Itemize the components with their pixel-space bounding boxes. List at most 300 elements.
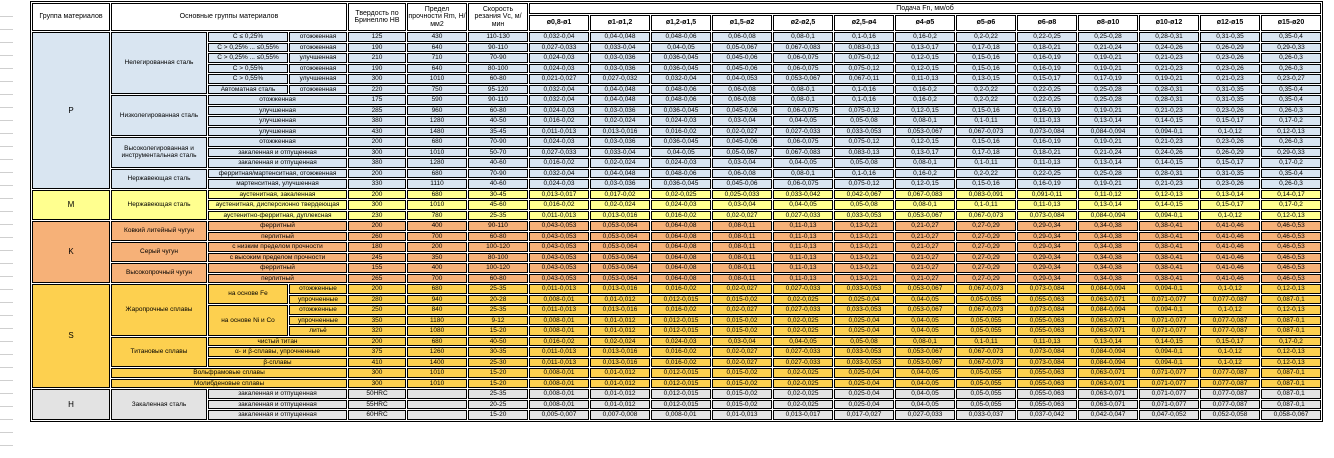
cell-detail: C > 0,25% ... ≤0,55% <box>208 43 288 53</box>
cell-feed: 0,21-0,27 <box>895 253 955 263</box>
cell-feed: 0,34-0,38 <box>1078 253 1138 263</box>
cell-feed: 0,02-0,024 <box>590 200 650 210</box>
cell-feed: 0,03-0,04 <box>712 116 772 126</box>
cell-feed: 0,04-0,048 <box>590 32 650 42</box>
cell-feed: 0,03-0,036 <box>590 179 650 189</box>
cell-hardness: 230 <box>348 211 406 221</box>
cell-strength <box>407 389 467 399</box>
cell-feed: 0,055-0,063 <box>1017 379 1077 389</box>
cell-feed: 0,11-0,13 <box>1017 200 1077 210</box>
cell-speed: 70-90 <box>468 137 528 147</box>
cell-hardness: 320 <box>348 326 406 336</box>
cell-feed: 0,14-0,15 <box>1139 116 1199 126</box>
cell-feed: 0,19-0,21 <box>1078 64 1138 74</box>
cell-feed: 0,053-0,067 <box>895 347 955 357</box>
cell-strength: 680 <box>407 169 467 179</box>
cell-strength: 700 <box>407 232 467 242</box>
cell-feed: 0,047-0,052 <box>1139 410 1199 420</box>
cell-feed: 0,13-0,14 <box>1078 337 1138 347</box>
cell-strength: 960 <box>407 106 467 116</box>
cell-feed: 0,015-0,02 <box>712 295 772 305</box>
cell-feed: 0,045-0,06 <box>712 179 772 189</box>
cell-feed: 0,2-0,22 <box>956 85 1016 95</box>
cell-feed: 0,06-0,08 <box>712 95 772 105</box>
cell-feed: 0,012-0,015 <box>651 400 711 410</box>
cell-feed: 0,063-0,071 <box>1078 400 1138 410</box>
cell-feed: 0,024-0,03 <box>529 64 589 74</box>
cell-feed: 0,16-0,19 <box>1017 106 1077 116</box>
cell-feed: 0,067-0,083 <box>773 43 833 53</box>
cell-feed: 0,008-0,01 <box>529 368 589 378</box>
cell-feed: 0,46-0,53 <box>1261 274 1321 284</box>
cell-feed: 0,073-0,084 <box>1017 347 1077 357</box>
cell-feed: 0,28-0,31 <box>1139 95 1199 105</box>
cell-feed: 0,19-0,21 <box>1139 74 1199 84</box>
cell-feed: 0,015-0,02 <box>712 400 772 410</box>
cell-feed: 0,053-0,067 <box>895 127 955 137</box>
cell-hardness: 200 <box>348 137 406 147</box>
cell-speed: 80-100 <box>468 64 528 74</box>
cell-feed: 0,13-0,21 <box>834 242 894 252</box>
cell-material: закаленная и отпущенная <box>208 410 347 420</box>
cell-speed: 40-50 <box>468 337 528 347</box>
cell-feed: 0,05-0,08 <box>834 337 894 347</box>
cell-feed: 0,011-0,013 <box>529 211 589 221</box>
cell-feed: 0,21-0,27 <box>895 274 955 284</box>
cell-feed: 0,073-0,084 <box>1017 358 1077 368</box>
cell-feed: 0,1-0,16 <box>834 85 894 95</box>
cell-feed: 0,064-0,08 <box>651 253 711 263</box>
cell-condition: отожженные <box>289 284 347 294</box>
cell-feed: 0,17-0,18 <box>956 148 1016 158</box>
cell-feed: 0,21-0,23 <box>1139 179 1199 189</box>
header-diameter: ø0,8-ø1 <box>529 15 589 31</box>
cell-feed: 0,06-0,075 <box>773 106 833 116</box>
cell-hardness: 55HRC <box>348 400 406 410</box>
cell-feed: 0,12-0,13 <box>1261 211 1321 221</box>
cell-feed: 0,38-0,41 <box>1139 221 1199 231</box>
cell-condition: улучшенная <box>289 53 347 63</box>
cell-subgroup: Высоколегированная и инструментальная сталь <box>111 137 207 168</box>
cell-speed: 30-45 <box>468 190 528 200</box>
cell-feed: 0,008-0,01 <box>529 389 589 399</box>
cell-speed: 40-50 <box>468 116 528 126</box>
cell-hardness: 190 <box>348 64 406 74</box>
cell-feed: 0,073-0,084 <box>1017 284 1077 294</box>
cell-feed: 0,036-0,045 <box>651 53 711 63</box>
cell-feed: 0,087-0,1 <box>1261 389 1321 399</box>
cell-speed: 90-110 <box>468 95 528 105</box>
row-header-gutter <box>0 0 30 458</box>
cell-feed: 0,17-0,2 <box>1261 200 1321 210</box>
cell-feed: 0,011-0,013 <box>529 284 589 294</box>
cell-feed: 0,024-0,03 <box>651 116 711 126</box>
cell-feed: 0,1-0,12 <box>1200 305 1260 315</box>
cell-feed: 0,16-0,19 <box>1017 64 1077 74</box>
cell-feed: 0,042-0,047 <box>1078 410 1138 420</box>
cell-feed: 0,071-0,077 <box>1139 326 1199 336</box>
cell-feed: 0,41-0,46 <box>1200 221 1260 231</box>
cell-hardness: 155 <box>348 263 406 273</box>
cell-strength: 680 <box>407 284 467 294</box>
cell-feed: 0,41-0,46 <box>1200 232 1260 242</box>
cell-strength: 680 <box>407 337 467 347</box>
cell-feed: 0,043-0,053 <box>529 232 589 242</box>
header-group: Группа материалов <box>32 3 110 31</box>
cell-subgroup: Закаленная сталь <box>111 389 207 420</box>
cell-speed: 70-90 <box>468 169 528 179</box>
table-body <box>32 32 1321 420</box>
cell-feed: 0,012-0,015 <box>651 295 711 305</box>
cell-feed: 0,19-0,21 <box>1078 179 1138 189</box>
cell-feed: 0,083-0,13 <box>834 148 894 158</box>
cell-feed: 0,017-0,02 <box>590 190 650 200</box>
cell-feed: 0,25-0,28 <box>1078 32 1138 42</box>
header-speed: Скорость резания Vc, м/мин <box>468 3 528 31</box>
cell-feed: 0,34-0,38 <box>1078 232 1138 242</box>
cell-feed: 0,2-0,22 <box>956 169 1016 179</box>
cell-feed: 0,027-0,033 <box>529 148 589 158</box>
cell-feed: 0,007-0,008 <box>590 410 650 420</box>
cell-hardness: 220 <box>348 85 406 95</box>
cell-feed: 0,067-0,083 <box>773 148 833 158</box>
cell-feed: 0,15-0,16 <box>956 64 1016 74</box>
cell-hardness: 380 <box>348 116 406 126</box>
cell-feed: 0,045-0,06 <box>712 106 772 116</box>
cell-feed: 0,033-0,037 <box>956 410 1016 420</box>
cell-feed: 0,013-0,016 <box>590 358 650 368</box>
cell-feed: 0,067-0,073 <box>956 358 1016 368</box>
cell-feed: 0,08-0,1 <box>895 200 955 210</box>
cell-feed: 0,13-0,21 <box>834 232 894 242</box>
cell-feed: 0,063-0,071 <box>1078 368 1138 378</box>
cell-subgroup: Молибденовые сплавы <box>111 379 347 389</box>
cell-feed: 0,1-0,12 <box>1200 127 1260 137</box>
cell-speed: 50-70 <box>468 148 528 158</box>
cell-feed: 0,012-0,015 <box>651 316 711 326</box>
cell-speed: 70-90 <box>468 53 528 63</box>
cell-feed: 0,04-0,05 <box>895 400 955 410</box>
cell-subgroup: Нержавеющая сталь <box>111 190 207 221</box>
cell-feed: 0,027-0,033 <box>773 211 833 221</box>
cell-feed: 0,15-0,16 <box>956 137 1016 147</box>
cell-feed: 0,1-0,16 <box>834 32 894 42</box>
cell-feed: 0,033-0,053 <box>834 127 894 137</box>
cell-feed: 0,03-0,036 <box>590 64 650 74</box>
cell-feed: 0,036-0,045 <box>651 179 711 189</box>
cell-feed: 0,008-0,01 <box>651 410 711 420</box>
cell-feed: 0,26-0,3 <box>1261 137 1321 147</box>
cell-speed: 15-20 <box>468 379 528 389</box>
cell-feed: 0,063-0,071 <box>1078 316 1138 326</box>
cell-feed: 0,053-0,067 <box>773 74 833 84</box>
cell-feed: 0,31-0,35 <box>1200 32 1260 42</box>
cell-strength: 1010 <box>407 200 467 210</box>
cell-feed: 0,008-0,01 <box>529 379 589 389</box>
cell-feed: 0,012-0,015 <box>651 368 711 378</box>
cell-feed: 0,04-0,05 <box>895 368 955 378</box>
cell-feed: 0,032-0,04 <box>529 85 589 95</box>
cell-feed: 0,1-0,11 <box>956 337 1016 347</box>
cell-feed: 0,41-0,46 <box>1200 263 1260 273</box>
cell-feed: 0,015-0,02 <box>712 326 772 336</box>
cell-feed: 0,13-0,21 <box>834 263 894 273</box>
cell-feed: 0,027-0,032 <box>590 74 650 84</box>
cell-material: ферритный <box>208 263 347 273</box>
cell-feed: 0,21-0,24 <box>1078 148 1138 158</box>
cell-feed: 0,025-0,04 <box>834 316 894 326</box>
cell-feed: 0,083-0,13 <box>834 43 894 53</box>
cell-feed: 0,27-0,29 <box>956 263 1016 273</box>
cell-feed: 0,11-0,13 <box>1017 337 1077 347</box>
cell-feed: 0,1-0,12 <box>1200 211 1260 221</box>
cell-feed: 0,17-0,18 <box>956 43 1016 53</box>
cell-feed: 0,083-0,091 <box>956 190 1016 200</box>
cell-feed: 0,011-0,013 <box>529 305 589 315</box>
header-diameter: ø12-ø15 <box>1200 15 1260 31</box>
cell-feed: 0,25-0,28 <box>1078 85 1138 95</box>
cell-feed: 0,075-0,12 <box>834 137 894 147</box>
cell-feed: 0,067-0,073 <box>956 305 1016 315</box>
cell-feed: 0,033-0,053 <box>834 211 894 221</box>
cell-strength: 640 <box>407 43 467 53</box>
header-diameter: ø2,5-ø4 <box>834 15 894 31</box>
cell-hardness: 260 <box>348 232 406 242</box>
cell-feed: 0,048-0,06 <box>651 32 711 42</box>
cell-speed: 60-80 <box>468 232 528 242</box>
cell-feed: 0,16-0,19 <box>1017 137 1077 147</box>
cell-feed: 0,071-0,077 <box>1139 400 1199 410</box>
cell-material: ферритная/мартенситная, отожженная <box>208 169 347 179</box>
cell-feed: 0,04-0,05 <box>651 43 711 53</box>
cell-feed: 0,063-0,071 <box>1078 295 1138 305</box>
cell-strength: 400 <box>407 263 467 273</box>
cell-feed: 0,058-0,067 <box>1261 410 1321 420</box>
cell-feed: 0,016-0,02 <box>651 127 711 137</box>
cell-feed: 0,27-0,29 <box>956 253 1016 263</box>
cell-speed: 25-35 <box>468 305 528 315</box>
cell-speed: 25-35 <box>468 284 528 294</box>
cell-feed: 0,13-0,14 <box>1078 116 1138 126</box>
cell-feed: 0,094-0,1 <box>1139 211 1199 221</box>
cell-feed: 0,12-0,15 <box>895 106 955 116</box>
cell-feed: 0,27-0,29 <box>956 242 1016 252</box>
cell-feed: 0,048-0,06 <box>651 169 711 179</box>
cell-speed: 60-80 <box>468 74 528 84</box>
cell-detail: C ≤ 0,25% <box>208 32 288 42</box>
cell-feed: 0,011-0,013 <box>529 347 589 357</box>
cell-strength: 1280 <box>407 158 467 168</box>
cell-feed: 0,18-0,21 <box>1017 43 1077 53</box>
cell-strength: 1010 <box>407 148 467 158</box>
cell-feed: 0,24-0,26 <box>1139 148 1199 158</box>
cell-feed: 0,025-0,04 <box>834 295 894 305</box>
cell-feed: 0,032-0,04 <box>651 74 711 84</box>
cell-feed: 0,094-0,1 <box>1139 127 1199 137</box>
cell-subgroup: Ковкий литейный чугун <box>111 221 207 241</box>
cell-feed: 0,067-0,083 <box>895 190 955 200</box>
cell-subgroup: Высокопрочный чугун <box>111 263 207 283</box>
cell-feed: 0,094-0,1 <box>1139 284 1199 294</box>
cell-speed: 20-25 <box>468 400 528 410</box>
cell-feed: 0,41-0,46 <box>1200 253 1260 263</box>
cell-feed: 0,02-0,024 <box>590 337 650 347</box>
header-diameter: ø15-ø20 <box>1261 15 1321 31</box>
cell-feed: 0,21-0,27 <box>895 232 955 242</box>
cell-speed: 25-35 <box>468 389 528 399</box>
cell-feed: 0,16-0,2 <box>895 32 955 42</box>
header-diameter: ø2-ø2,5 <box>773 15 833 31</box>
cell-feed: 0,05-0,08 <box>834 116 894 126</box>
cell-feed: 0,26-0,29 <box>1200 148 1260 158</box>
cell-feed: 0,18-0,21 <box>1017 148 1077 158</box>
cell-feed: 0,077-0,087 <box>1200 389 1260 399</box>
cell-feed: 0,016-0,02 <box>651 211 711 221</box>
cell-strength: 680 <box>407 190 467 200</box>
cell-feed: 0,064-0,08 <box>651 221 711 231</box>
cell-feed: 0,35-0,4 <box>1261 169 1321 179</box>
cell-feed: 0,21-0,23 <box>1200 74 1260 84</box>
header-main-groups: Основные группы материалов <box>111 3 347 31</box>
cell-feed: 0,025-0,04 <box>834 389 894 399</box>
cell-strength: 840 <box>407 305 467 315</box>
cell-feed: 0,04-0,05 <box>895 379 955 389</box>
cell-feed: 0,064-0,08 <box>651 263 711 273</box>
cell-strength: 590 <box>407 95 467 105</box>
cell-speed: 110-130 <box>468 32 528 42</box>
cell-feed: 0,071-0,077 <box>1139 316 1199 326</box>
cell-feed: 0,015-0,02 <box>712 379 772 389</box>
cell-feed: 0,1-0,12 <box>1200 284 1260 294</box>
cell-feed: 0,045-0,06 <box>712 53 772 63</box>
cell-material: ферритный <box>208 221 347 231</box>
cell-feed: 0,087-0,1 <box>1261 295 1321 305</box>
cell-strength: 1010 <box>407 368 467 378</box>
cell-feed: 0,05-0,055 <box>956 389 1016 399</box>
cell-hardness: 285 <box>348 106 406 116</box>
cell-feed: 0,38-0,41 <box>1139 263 1199 273</box>
header-strength: Предел прочности Rm, Н/мм2 <box>407 3 467 31</box>
cell-material: улучшенная <box>208 127 347 137</box>
cell-feed: 0,08-0,11 <box>712 274 772 284</box>
cell-feed: 0,084-0,094 <box>1078 284 1138 294</box>
cell-feed: 0,024-0,03 <box>651 200 711 210</box>
cell-feed: 0,12-0,13 <box>1261 305 1321 315</box>
cell-feed: 0,03-0,036 <box>590 106 650 116</box>
cell-material: закаленная и отпущенная <box>208 158 347 168</box>
cell-feed: 0,29-0,34 <box>1017 274 1077 284</box>
cell-feed: 0,077-0,087 <box>1200 295 1260 305</box>
cell-feed: 0,027-0,033 <box>895 410 955 420</box>
cell-speed: 15-20 <box>468 368 528 378</box>
cell-feed: 0,043-0,053 <box>529 242 589 252</box>
cell-group-P: P <box>32 32 110 189</box>
cell-feed: 0,024-0,03 <box>651 337 711 347</box>
cell-group-M: M <box>32 190 110 221</box>
header-diameter: ø5-ø6 <box>956 15 1016 31</box>
cell-feed: 0,11-0,13 <box>773 274 833 284</box>
cell-feed: 0,28-0,31 <box>1139 32 1199 42</box>
cell-feed: 0,013-0,016 <box>590 211 650 221</box>
table-header <box>32 3 1321 31</box>
cell-feed: 0,03-0,036 <box>590 53 650 63</box>
cell-material: закаленная и отпущенная <box>208 400 347 410</box>
cell-feed: 0,04-0,05 <box>773 158 833 168</box>
cell-feed: 0,13-0,21 <box>834 274 894 284</box>
cell-feed: 0,055-0,063 <box>1017 389 1077 399</box>
cell-detail: на основе Fe <box>208 284 288 304</box>
cell-feed: 0,1-0,16 <box>834 169 894 179</box>
cell-strength: 1010 <box>407 74 467 84</box>
cell-feed: 0,41-0,46 <box>1200 242 1260 252</box>
header-diameter: ø1-ø1,2 <box>590 15 650 31</box>
cell-feed: 0,27-0,29 <box>956 221 1016 231</box>
cell-hardness: 200 <box>348 337 406 347</box>
cell-hardness: 200 <box>348 190 406 200</box>
cell-feed: 0,23-0,26 <box>1200 137 1260 147</box>
cell-feed: 0,31-0,35 <box>1200 169 1260 179</box>
cell-feed: 0,12-0,15 <box>895 53 955 63</box>
cell-feed: 0,01-0,013 <box>712 410 772 420</box>
cell-feed: 0,008-0,01 <box>529 400 589 410</box>
cell-hardness: 300 <box>348 379 406 389</box>
cell-feed: 0,41-0,46 <box>1200 274 1260 284</box>
cell-subgroup: Низколегированная сталь <box>111 95 207 136</box>
cell-feed: 0,033-0,053 <box>834 284 894 294</box>
cell-material: перлитный <box>208 274 347 284</box>
cell-feed: 0,033-0,053 <box>834 347 894 357</box>
cell-hardness: 410 <box>348 358 406 368</box>
cell-feed: 0,05-0,055 <box>956 316 1016 326</box>
cell-feed: 0,15-0,16 <box>956 53 1016 63</box>
cell-speed: 40-60 <box>468 158 528 168</box>
cell-feed: 0,071-0,077 <box>1139 295 1199 305</box>
cell-feed: 0,08-0,11 <box>712 263 772 273</box>
cell-feed: 0,13-0,21 <box>834 253 894 263</box>
cell-feed: 0,05-0,067 <box>712 148 772 158</box>
cell-feed: 0,055-0,063 <box>1017 295 1077 305</box>
cell-feed: 0,12-0,13 <box>1261 284 1321 294</box>
cell-feed: 0,21-0,23 <box>1139 137 1199 147</box>
cell-hardness: 60HRC <box>348 410 406 420</box>
cell-feed: 0,38-0,41 <box>1139 232 1199 242</box>
cell-feed: 0,01-0,012 <box>590 326 650 336</box>
cell-feed: 0,043-0,053 <box>529 221 589 231</box>
cell-feed: 0,094-0,1 <box>1139 358 1199 368</box>
cell-feed: 0,08-0,1 <box>773 95 833 105</box>
cell-feed: 0,11-0,13 <box>773 221 833 231</box>
cell-feed: 0,06-0,08 <box>712 169 772 179</box>
cell-feed: 0,064-0,08 <box>651 232 711 242</box>
cell-feed: 0,053-0,064 <box>590 263 650 273</box>
cell-feed: 0,073-0,084 <box>1017 305 1077 315</box>
cell-feed: 0,024-0,03 <box>529 53 589 63</box>
cell-strength: 1480 <box>407 127 467 137</box>
cell-hardness: 380 <box>348 158 406 168</box>
cell-feed: 0,05-0,055 <box>956 295 1016 305</box>
cell-feed: 0,03-0,04 <box>712 337 772 347</box>
cell-hardness: 190 <box>348 43 406 53</box>
cell-feed: 0,077-0,087 <box>1200 368 1260 378</box>
cell-feed: 0,008-0,01 <box>529 316 589 326</box>
cell-feed: 0,027-0,033 <box>773 305 833 315</box>
cell-feed: 0,11-0,13 <box>773 232 833 242</box>
cell-feed: 0,16-0,19 <box>1017 179 1077 189</box>
cell-condition: упрочненные <box>289 316 347 326</box>
cell-feed: 0,28-0,31 <box>1139 169 1199 179</box>
cell-feed: 0,03-0,036 <box>590 137 650 147</box>
cell-feed: 0,075-0,12 <box>834 179 894 189</box>
